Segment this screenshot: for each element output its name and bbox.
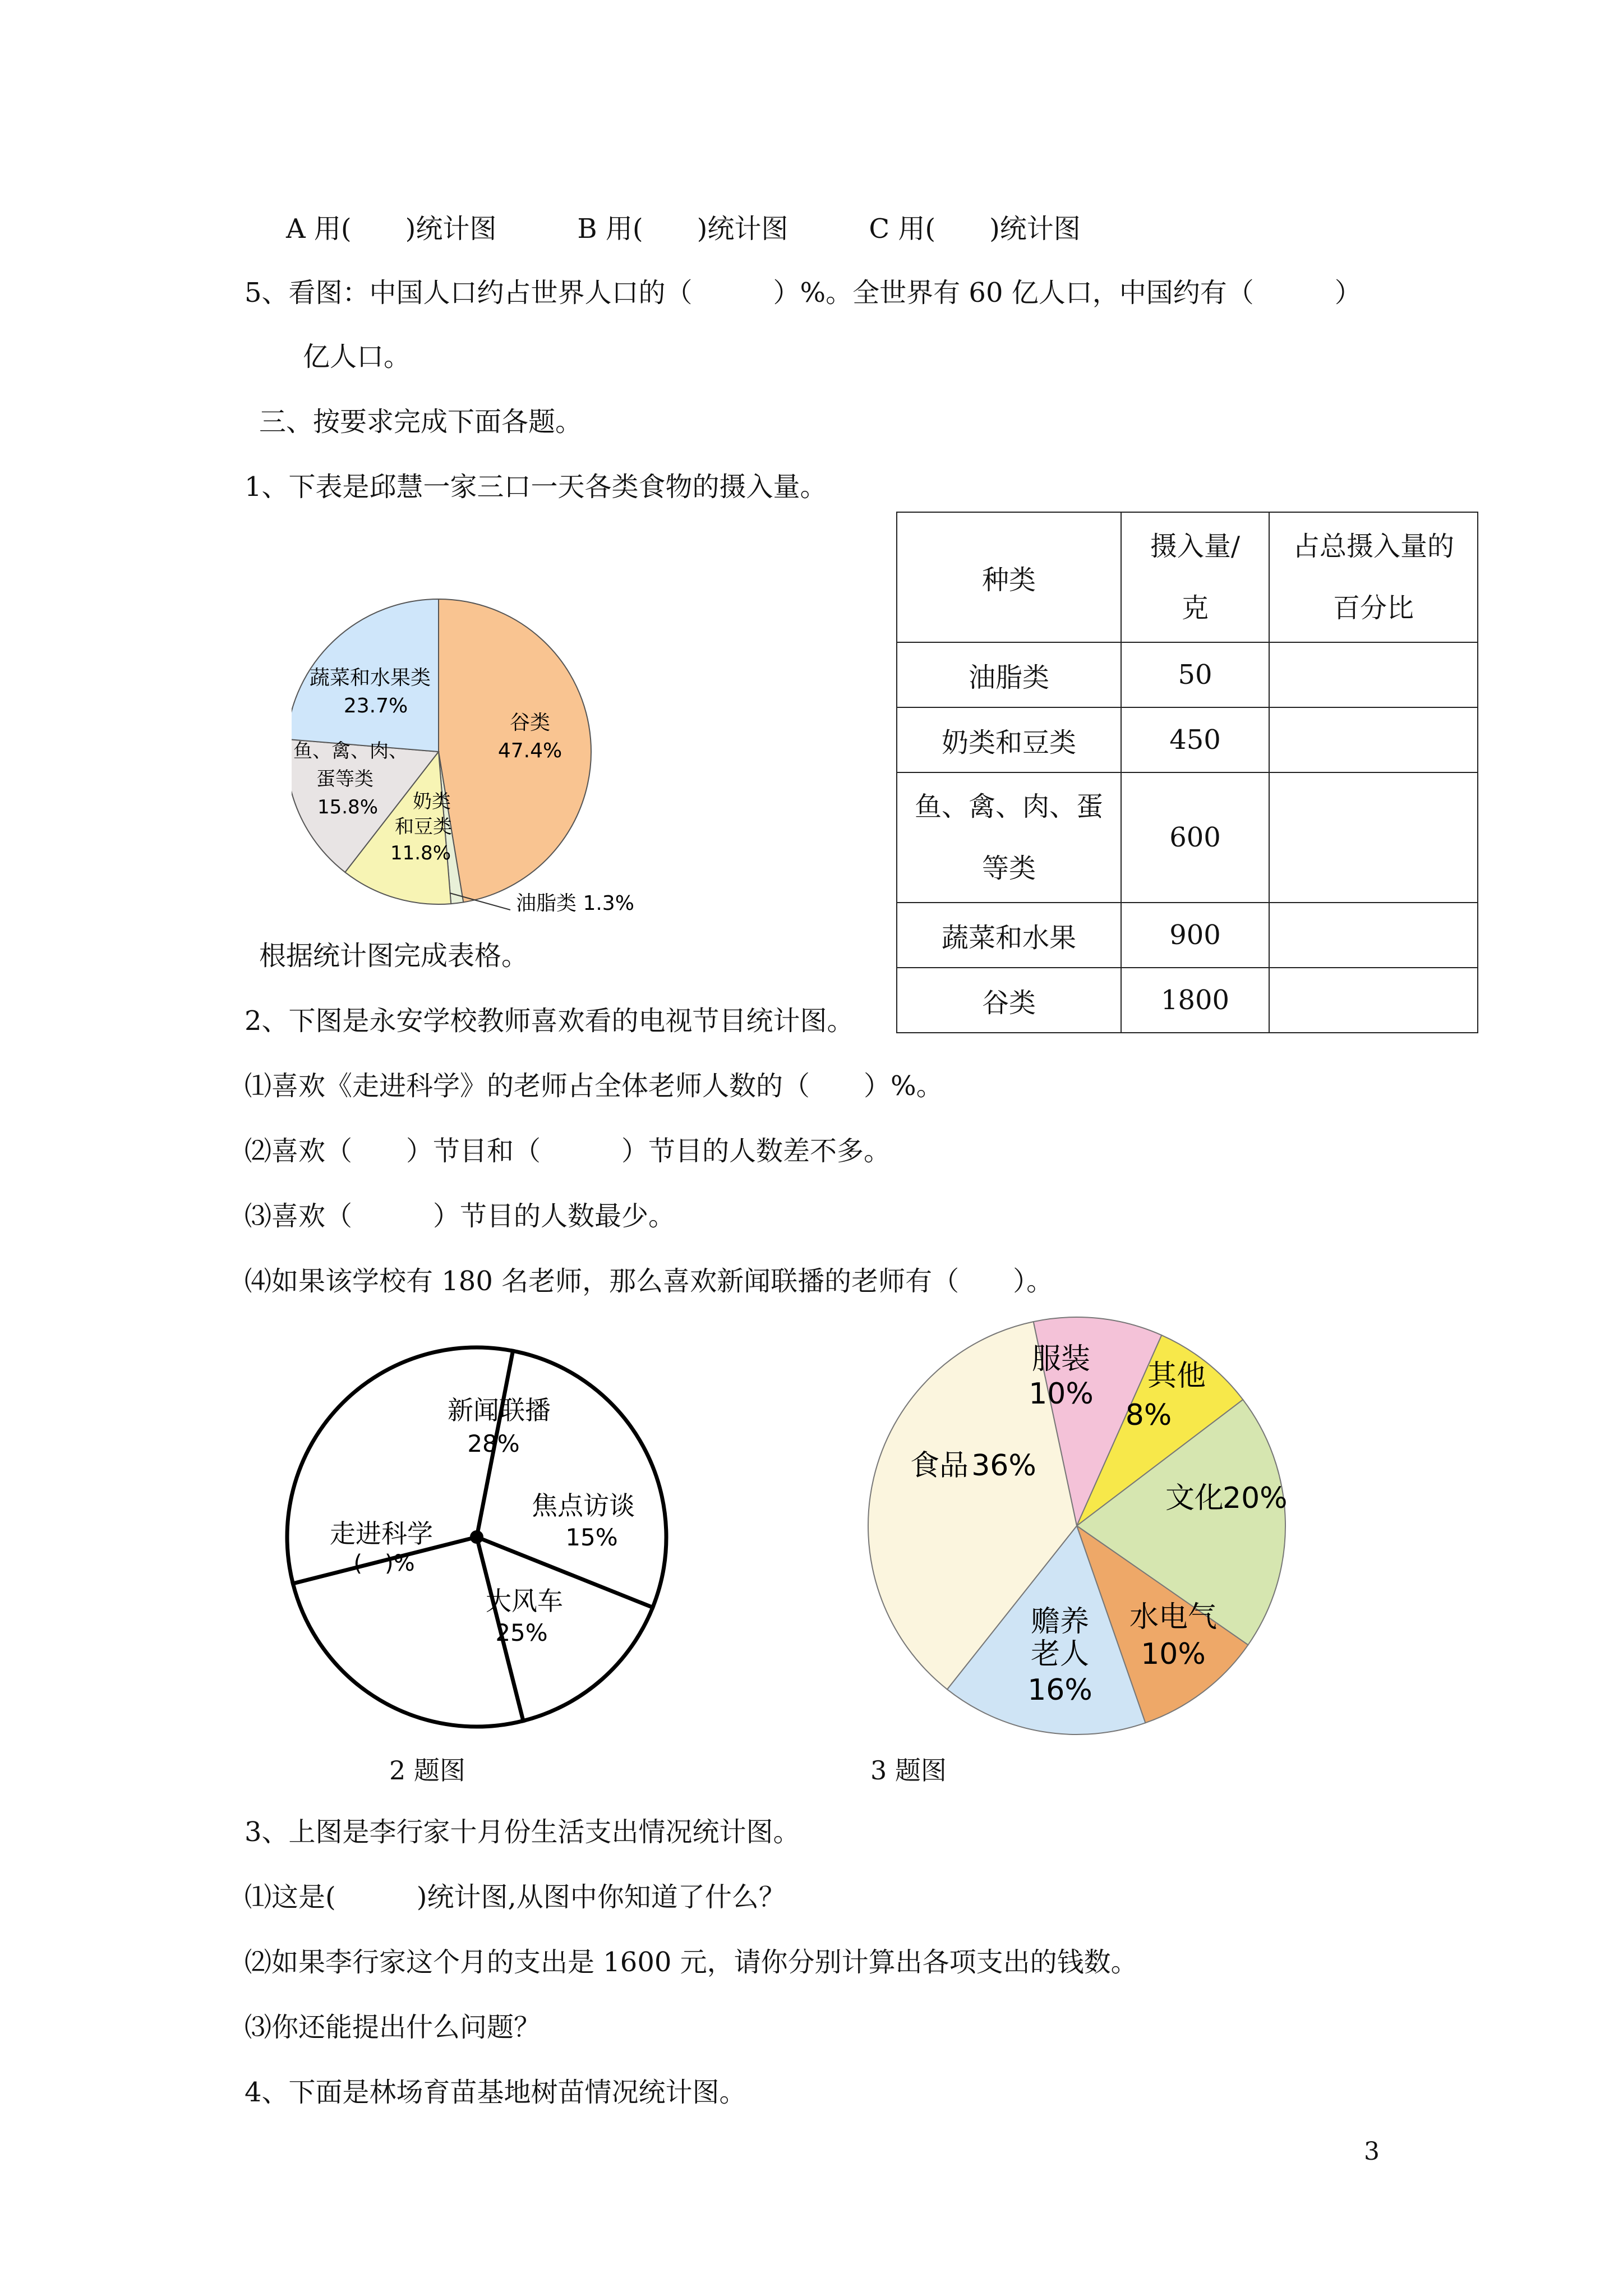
problem-3-q1: ⑴这是( )统计图,从图中你知道了什么？ (245, 1881, 786, 1913)
slice-label-dairy: 奶类 (413, 790, 451, 813)
table-header-percent: 占总摄入量的 百分比 (1269, 512, 1478, 642)
slice-label-windmill: 大风车 (486, 1586, 563, 1616)
slice-value-elder: 16% (1027, 1673, 1092, 1707)
caption-figure-2: 2 题图 (389, 1755, 465, 1786)
problem-2-q1: ⑴喜欢《走进科学》的老师占全体老师人数的（ ）%。 (245, 1070, 943, 1102)
slice-value-focus: 15% (565, 1524, 618, 1551)
slice-label-oil: 油脂类 1.3% (516, 892, 634, 915)
slice-label-grains: 谷类 (509, 711, 551, 734)
section-3-heading: 三、按要求完成下面各题。 (259, 406, 583, 438)
page-number: 3 (1364, 2137, 1380, 2166)
table-cell-kind: 鱼、禽、肉、蛋 等类 (897, 772, 1121, 903)
slice-value-science: ( )% (353, 1550, 415, 1576)
slice-label-focus: 焦点访谈 (532, 1490, 635, 1521)
slice-label-dairy-2: 和豆类 (395, 816, 452, 838)
pie-center-dot (470, 1530, 483, 1544)
slice-label-clothing: 服装 (1031, 1342, 1091, 1376)
slice-label-vegetables: 蔬菜和水果类 (309, 666, 431, 689)
slice-label-meat: 鱼、禽、肉、 (293, 740, 408, 762)
q5-line-2: 亿人口。 (303, 341, 411, 372)
food-intake-pie-chart (292, 583, 673, 931)
table-cell-percent[interactable] (1269, 642, 1478, 707)
q4-options-line: A 用( )统计图 B 用( )统计图 C 用( )统计图 (286, 213, 1081, 245)
q5-line-1: 5、看图：中国人口约占世界人口的（ ）%。全世界有 60 亿人口，中国约有（ ） (245, 277, 1362, 309)
table-cell-kind: 蔬菜和水果 (897, 903, 1121, 968)
slice-label-other: 其他 (1147, 1359, 1206, 1393)
table-row (897, 707, 1478, 772)
table-cell-amount: 900 (1121, 903, 1269, 968)
problem-3-q3: ⑶你还能提出什么问题？ (245, 2012, 541, 2043)
problem-2-q4: ⑷如果该学校有 180 名老师，那么喜欢新闻联播的老师有（ ）。 (245, 1266, 1054, 1297)
slice-label-news: 新闻联播 (448, 1395, 551, 1425)
food-intake-table (896, 512, 1478, 1033)
table-cell-amount: 600 (1121, 772, 1269, 903)
problem-4-text: 4、下面是林场育苗基地树苗情况统计图。 (245, 2077, 746, 2108)
table-row (897, 772, 1478, 903)
table-cell-kind: 谷类 (897, 968, 1121, 1033)
slice-value-news: 28% (467, 1430, 520, 1457)
slice-value-windmill: 25% (495, 1619, 548, 1646)
slice-value-meat: 15.8% (317, 796, 379, 818)
table-cell-kind: 油脂类 (897, 642, 1121, 707)
slice-label-science: 走进科学 (330, 1519, 433, 1549)
slice-label-meat-2: 蛋等类 (316, 768, 374, 790)
table-cell-kind: 奶类和豆类 (897, 707, 1121, 772)
slice-value-dairy: 11.8% (390, 842, 451, 864)
slice-label-utilities: 水电气 (1129, 1600, 1218, 1634)
table-cell-percent[interactable] (1269, 707, 1478, 772)
slice-value-vegetables: 23.7% (343, 694, 408, 717)
table-cell-amount: 450 (1121, 707, 1269, 772)
table-header-kind: 种类 (897, 512, 1121, 642)
table-cell-percent[interactable] (1269, 968, 1478, 1033)
slice-value-utilities: 10% (1141, 1637, 1206, 1671)
slice-label-food: 食品 (910, 1449, 969, 1483)
slice-value-clothing: 10% (1029, 1377, 1094, 1411)
tv-program-pie-chart (275, 1335, 679, 1739)
table-cell-percent[interactable] (1269, 903, 1478, 968)
table-row (897, 642, 1478, 707)
problem-2-q3: ⑶喜欢（ ）节目的人数最少。 (245, 1200, 676, 1232)
table-cell-amount: 50 (1121, 642, 1269, 707)
problem-2-text: 2、下图是永安学校教师喜欢看的电视节目统计图。 (245, 1005, 854, 1037)
slice-value-food: 36% (971, 1449, 1036, 1483)
problem-2-q2: ⑵喜欢（ ）节目和（ ）节目的人数差不多。 (245, 1135, 891, 1167)
problem-3-q2: ⑵如果李行家这个月的支出是 1600 元，请你分别计算出各项支出的钱数。 (245, 1947, 1138, 1978)
expense-pie-chart (858, 1307, 1295, 1745)
table-row (897, 968, 1478, 1033)
slice-value-other: 8% (1125, 1398, 1172, 1432)
table-cell-percent[interactable] (1269, 772, 1478, 903)
slice-value-culture: 20% (1223, 1481, 1288, 1515)
problem-1-note: 根据统计图完成表格。 (259, 940, 529, 972)
table-cell-amount: 1800 (1121, 968, 1269, 1033)
caption-figure-3: 3 题图 (870, 1755, 947, 1786)
slice-label-elder-2: 老人 (1030, 1637, 1090, 1671)
table-header-amount: 摄入量/ 克 (1121, 512, 1269, 642)
table-row (897, 903, 1478, 968)
slice-value-grains: 47.4% (497, 739, 562, 762)
slice-label-culture: 文化 (1165, 1481, 1224, 1515)
problem-1-text: 1、下表是邱慧一家三口一天各类食物的摄入量。 (245, 471, 827, 503)
problem-3-text: 3、上图是李行家十月份生活支出情况统计图。 (245, 1816, 800, 1848)
slice-label-elder: 赡养 (1030, 1605, 1090, 1639)
